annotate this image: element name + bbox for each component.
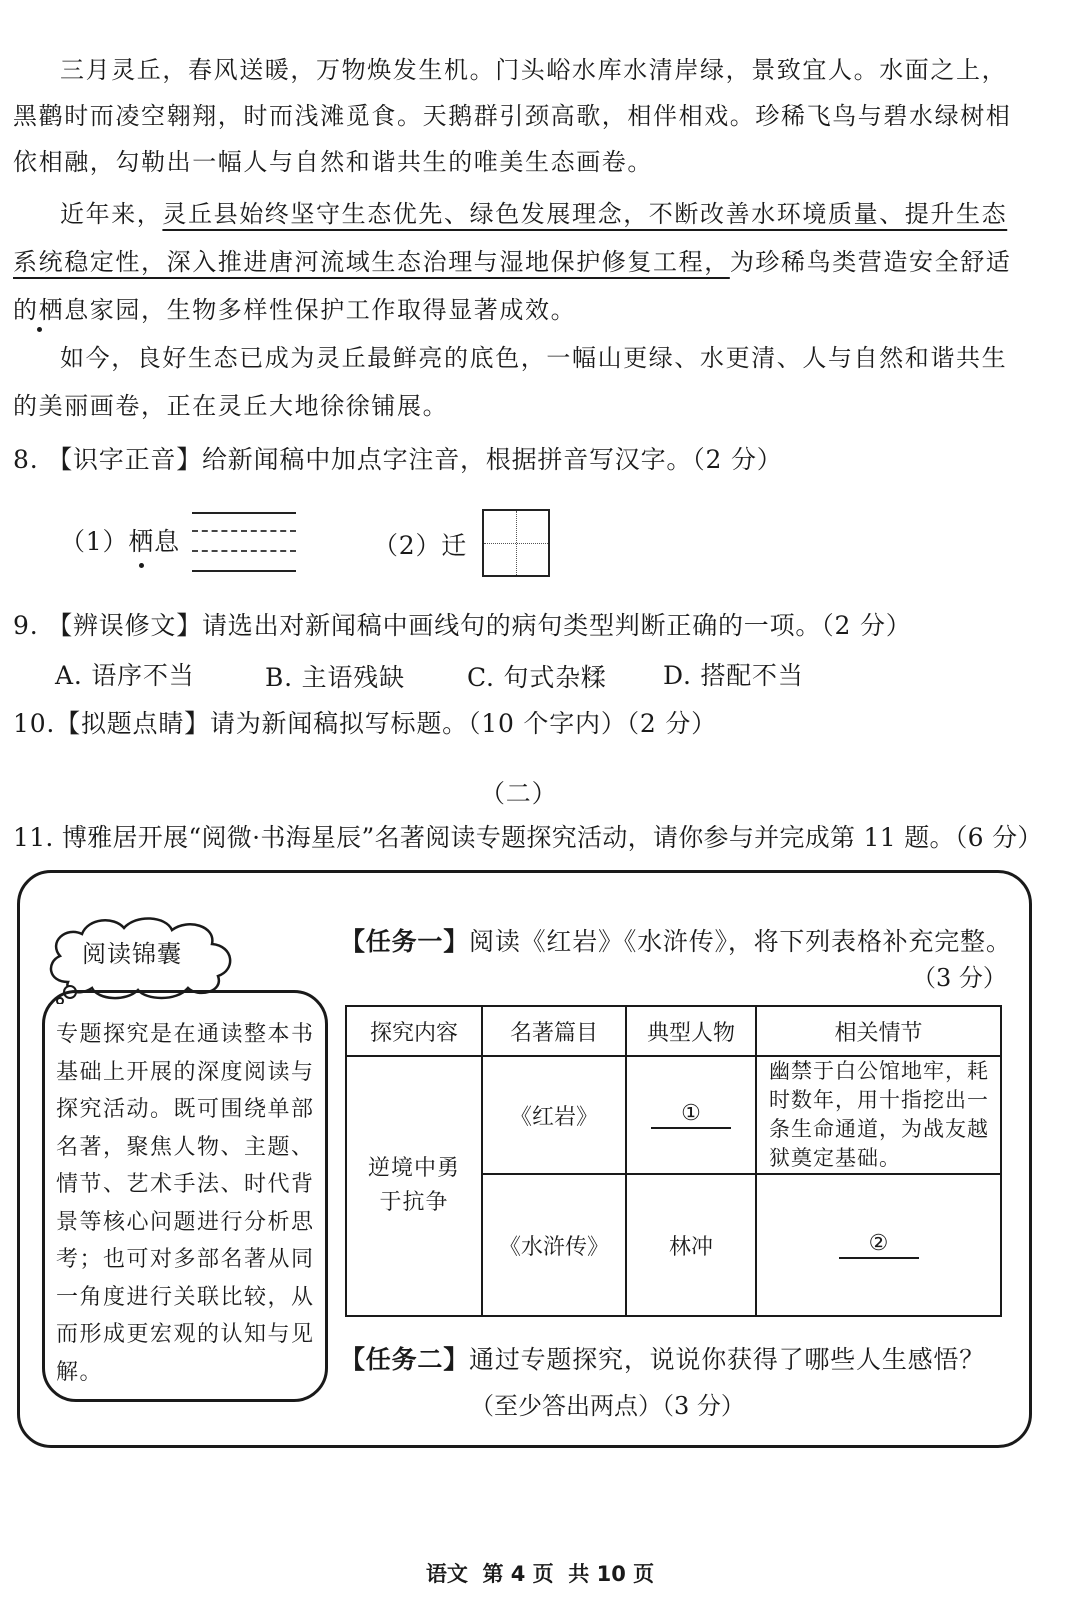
passage-line: 黑鹳时而凌空翱翔，时而浅滩觅食。天鹅群引颈高歌，相伴相戏。珍稀飞鸟与碧水绿树相 (13, 102, 1012, 130)
character-writing-grid[interactable] (482, 509, 550, 577)
task-1-text: 阅读《红岩》《水浒传》，将下列表格补充完整。 (469, 927, 1012, 956)
passage-text: 近年来， (60, 200, 163, 228)
q8-item-1 (60, 522, 180, 558)
q9-option-c[interactable]: C. 句式杂糅 (467, 663, 607, 692)
page-footer: 语文 第 4 页 共 10 页 (425, 1562, 655, 1586)
question-10-stem: 10.【拟题点睛】请为新闻稿拟写标题。（10 个字内）（2 分） (13, 709, 717, 738)
q8-item-1-rest: 息 (154, 527, 180, 556)
passage-line: 如今，良好生态已成为灵丘最鲜亮的底色，一幅山更绿、水更清、人与自然和谐共生 (60, 344, 1008, 372)
dotted-character: 栖 (128, 522, 154, 558)
book-cell: 《水浒传》 (482, 1174, 626, 1316)
question-9-stem: 9. 【辨误修文】请选出对新闻稿中画线句的病句类型判断正确的一项。（2 分） (13, 611, 912, 640)
pinyin-answer-lines[interactable] (192, 512, 296, 574)
table-header: 典型人物 (626, 1006, 756, 1056)
task-2-note: （至少答出两点）（3 分） (470, 1392, 745, 1420)
q8-item-2: （2）迁 (373, 531, 468, 560)
passage-line: 依相融，勾勒出一幅人与自然和谐共生的唯美生态画卷。 (13, 148, 653, 176)
underlined-sentence: 系统稳定性，深入推进唐河流域生态治理与湿地保护修复工程， (13, 248, 730, 276)
table-row (346, 1056, 1001, 1174)
q8-item-1-number: （1） (60, 527, 129, 556)
section-heading: （二） (480, 779, 558, 808)
passage-line (13, 298, 576, 322)
task-2-label: 【任务二】 (340, 1345, 470, 1374)
passage-line: 的美丽画卷，正在灵丘大地徐徐铺展。 (13, 392, 449, 420)
tips-body: 专题探究是在通读整本书基础上开展的深度阅读与探究活动。既可围绕单部名著，聚焦人物、主题、情节、艺术手法、时代背景等核心问题进行分析思考；也可对多部名著从同一角度进行关联比较，从而形成更宏观的认知与见解。 (56, 1022, 315, 1385)
topic-cell (346, 1056, 482, 1316)
plot-cell: 幽禁于白公馆地牢，耗时数年，用十指挖出一条生命通道，为战友越狱奠定基础。 (756, 1056, 1001, 1174)
dotted-characters: 的栖 (13, 296, 65, 324)
q9-option-d[interactable]: D. 搭配不当 (663, 661, 804, 690)
q9-option-b[interactable]: B. 主语残缺 (265, 663, 405, 692)
person-cell: 林冲 (626, 1174, 756, 1316)
person-cell[interactable] (626, 1056, 756, 1174)
reading-table (345, 1005, 1002, 1317)
question-8-stem: 8. 【识字正音】给新闻稿中加点字注音，根据拼音写汉字。（2 分） (13, 445, 783, 474)
table-header: 名著篇目 (482, 1006, 626, 1056)
book-cell: 《红岩》 (482, 1056, 626, 1174)
answer-blank-1[interactable]: ① (651, 1101, 731, 1129)
passage-text: 息家园，生物多样性保护工作取得显著成效。 (64, 296, 577, 324)
task-2-text: 通过专题探究，说说你获得了哪些人生感悟？ (469, 1345, 986, 1374)
topic-text: 逆境中勇于抗争 (367, 1156, 460, 1215)
task-1-score: （3 分） (912, 964, 1007, 992)
task-1-label: 【任务一】 (340, 927, 470, 956)
passage-line: 三月灵丘，春风送暖，万物焕发生机。门头峪水库水清岸绿，景致宜人。水面之上， (60, 56, 1008, 84)
answer-blank-2[interactable]: ② (839, 1231, 919, 1259)
q9-option-a[interactable]: A. 语序不当 (55, 661, 195, 690)
underlined-sentence: 灵丘县始终坚守生态优先、绿色发展理念，不断改善水环境质量、提升生态 (162, 200, 1008, 228)
plot-cell[interactable] (756, 1174, 1001, 1316)
passage-text: 为珍稀鸟类营造安全舒适 (729, 248, 1012, 276)
passage-line (60, 202, 1007, 226)
table-header: 探究内容 (346, 1006, 482, 1056)
task-2 (340, 1340, 985, 1376)
passage-line (13, 250, 1011, 274)
task-1 (340, 922, 1012, 958)
question-11-stem: 11. 博雅居开展“阅微·书海星辰”名著阅读专题探究活动，请你参与并完成第 11 题。（6 分） (13, 823, 1043, 852)
table-header: 相关情节 (756, 1006, 1001, 1056)
tips-title: 阅读锦囊 (82, 940, 182, 968)
table-header-row (346, 1006, 1001, 1056)
